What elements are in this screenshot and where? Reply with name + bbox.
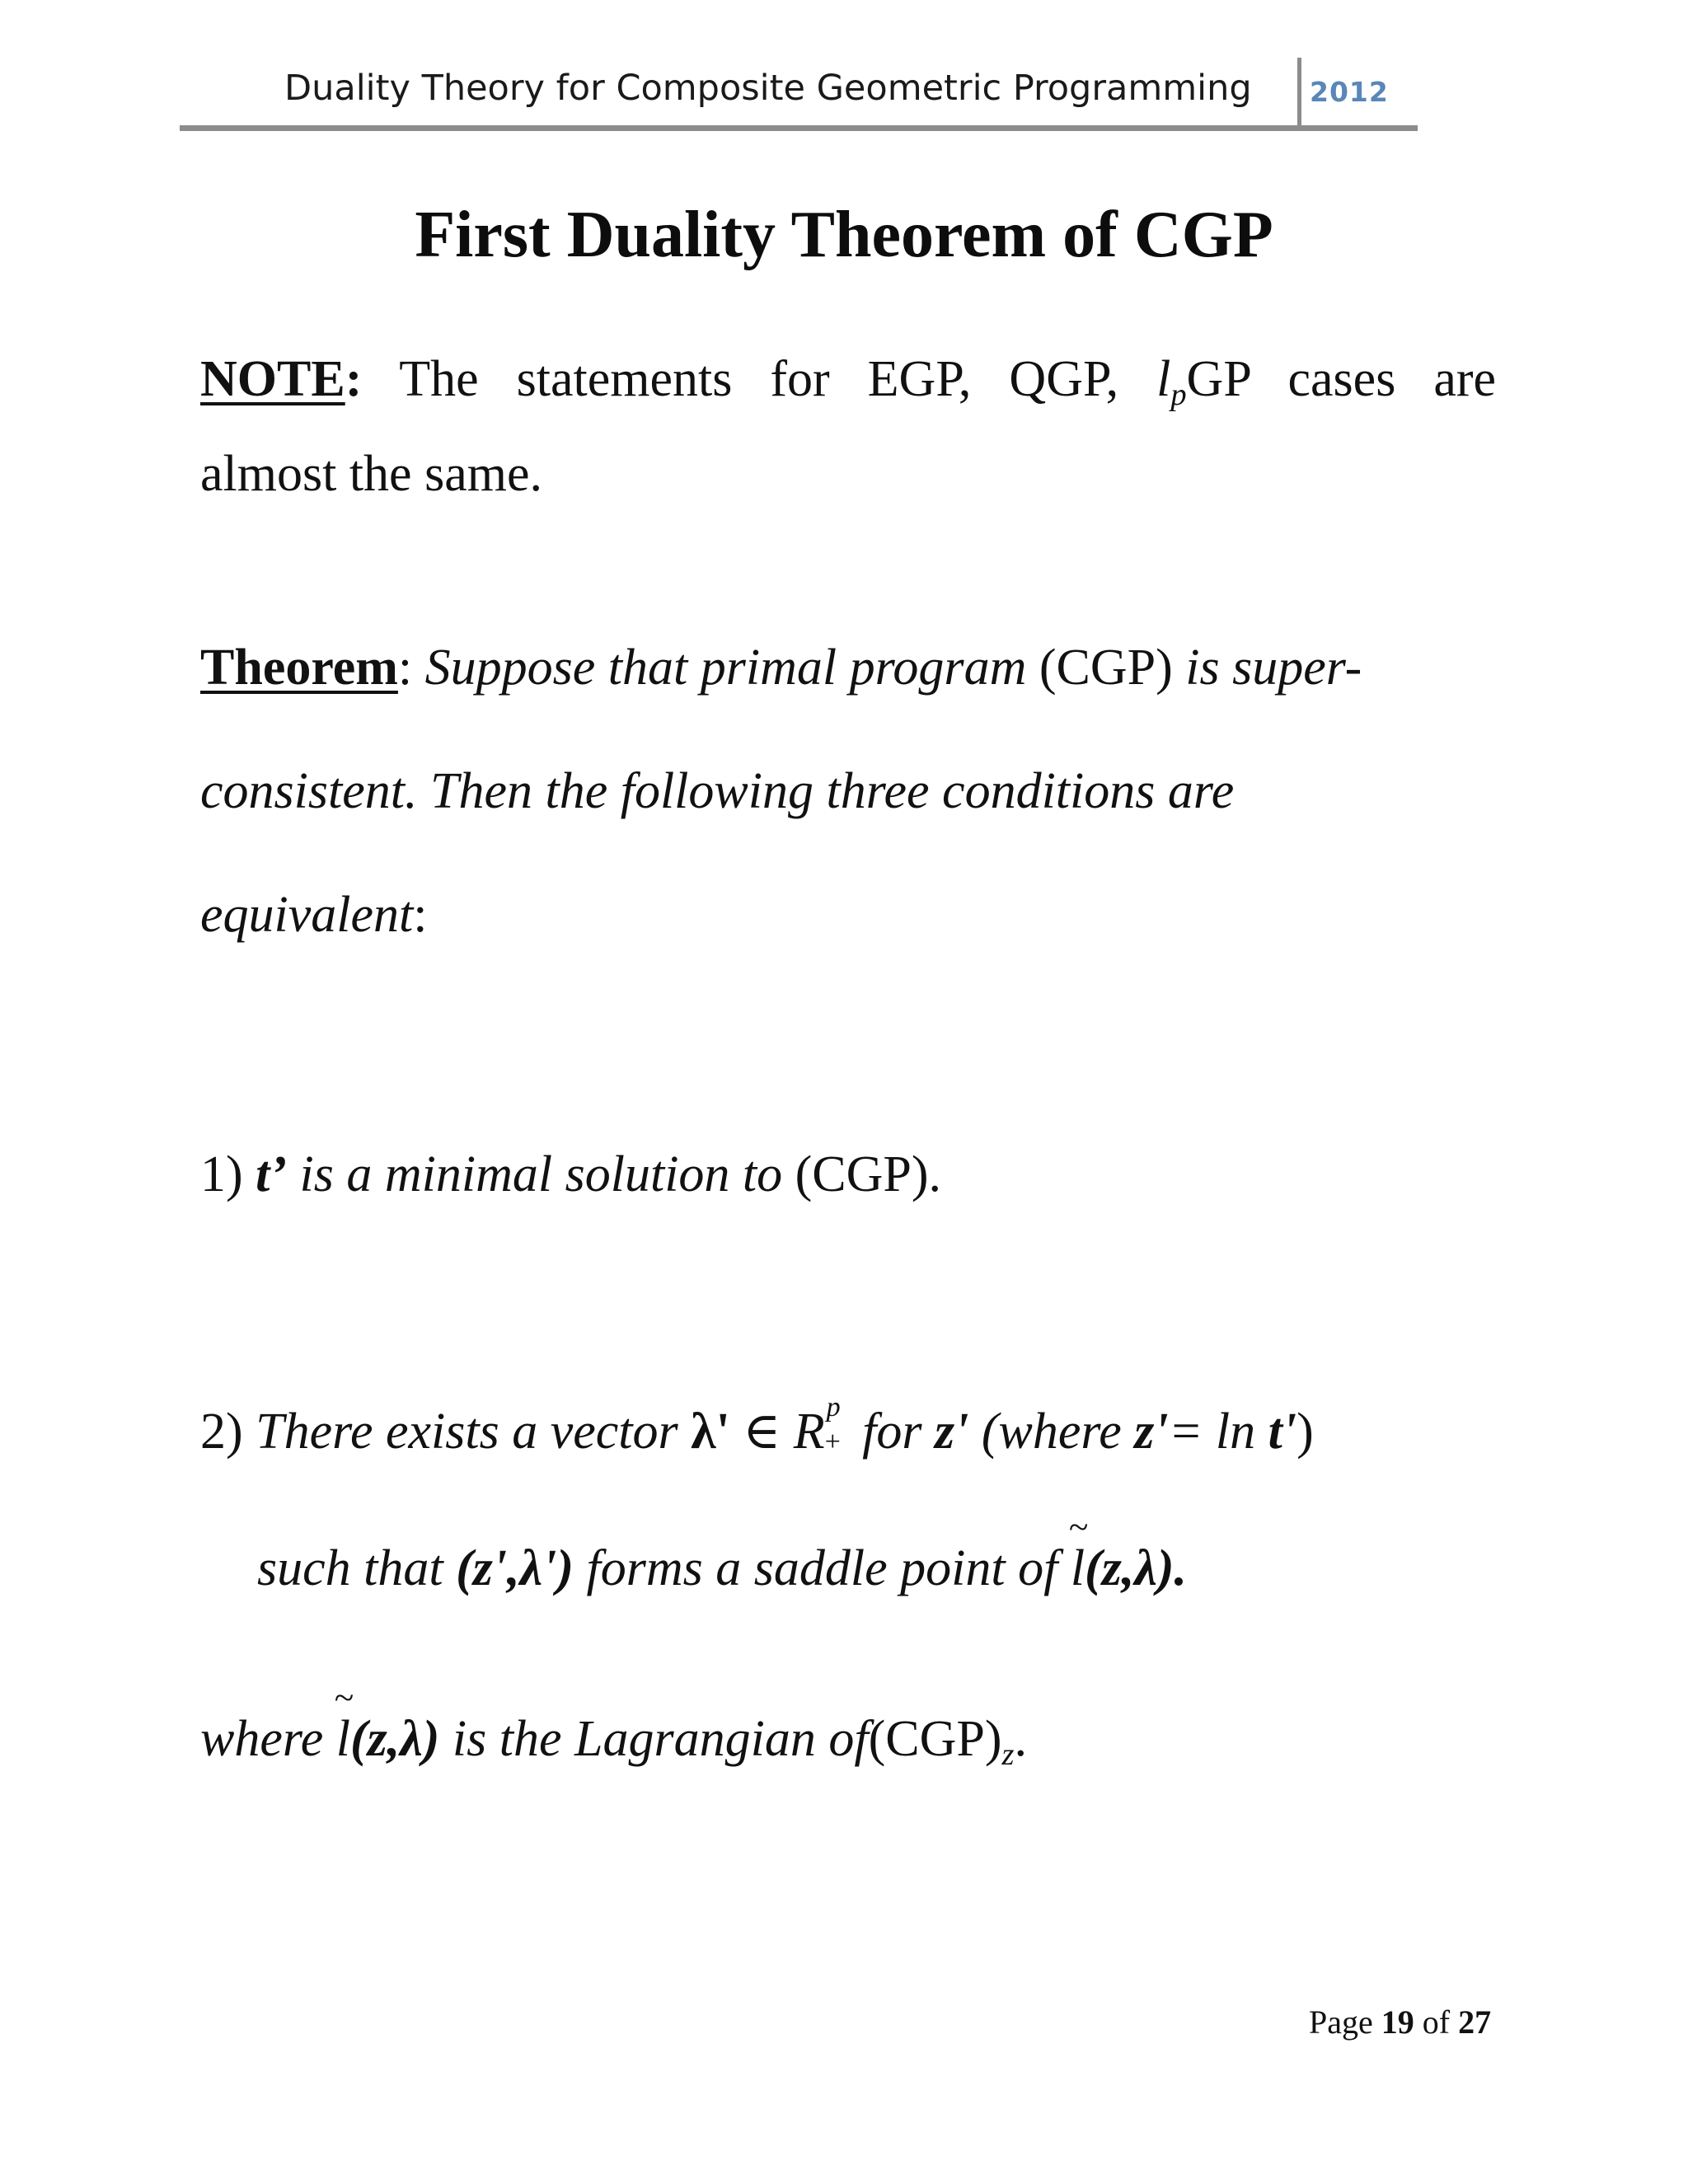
- condition-2-lagrangian-text: is the Lagrangian of: [452, 1711, 869, 1767]
- condition-2-for: for: [862, 1404, 922, 1460]
- theorem-line3-colon: :: [413, 887, 428, 943]
- theorem-label: Theorem: [200, 640, 398, 696]
- note-line-2: almost the same.: [200, 446, 542, 502]
- condition-2-period: .: [1014, 1711, 1027, 1767]
- condition-1-ref: (CGP).: [795, 1146, 942, 1202]
- footer-page-number: 19: [1381, 2004, 1414, 2041]
- lp-base: l: [1156, 351, 1171, 407]
- theorem-ref-cgp: (CGP): [1039, 640, 1173, 696]
- note-line-1: [200, 350, 1496, 413]
- theorem-text-equivalent: equivalent: [200, 887, 414, 943]
- condition-2-line-3: [200, 1710, 1027, 1773]
- condition-2-ref-subscript: z: [1001, 1736, 1015, 1772]
- footer-page-word: Page: [1309, 2004, 1373, 2041]
- condition-2-where: (where: [981, 1404, 1122, 1460]
- z-prime-symbol: z': [934, 1404, 969, 1460]
- page-title: First Duality Theorem of CGP: [415, 199, 1273, 271]
- condition-2-number: 2): [200, 1404, 243, 1460]
- real-set-superscript: p: [826, 1392, 841, 1422]
- theorem-text-c: is super-: [1185, 640, 1362, 696]
- theorem-line-2: consistent. Then the following three conditions are: [200, 763, 1235, 819]
- footer-of-word: of: [1422, 2004, 1451, 2041]
- condition-2-line-1: [200, 1392, 1314, 1461]
- header-separator: [1297, 58, 1301, 129]
- real-set-symbol: R: [793, 1404, 825, 1460]
- real-set-subscript: +: [824, 1427, 841, 1457]
- theorem-line-3: [200, 886, 427, 944]
- footer-total-pages: 27: [1458, 2004, 1492, 2041]
- condition-1: [200, 1146, 941, 1204]
- lambda-prime-symbol: λ': [691, 1404, 730, 1460]
- page-number-footer: [1309, 2003, 1491, 2041]
- header-rule: [180, 125, 1418, 131]
- lagrangian-l-tilde: ~ l: [1071, 1540, 1085, 1598]
- lagrangian-l-tilde-2: ~ l: [336, 1710, 350, 1769]
- saddle-pair: (z',λ'): [456, 1540, 574, 1596]
- real-set-scripts: [824, 1392, 850, 1457]
- condition-2-saddle-text: forms a saddle point of: [586, 1540, 1058, 1596]
- t-prime-symbol: t': [1268, 1404, 1297, 1460]
- lp-subscript: p: [1170, 377, 1187, 412]
- condition-2-close-paren: ): [1296, 1404, 1314, 1460]
- note-text: The statements for EGP, QGP,: [399, 351, 1157, 407]
- lp-symbol: [1156, 351, 1187, 412]
- theorem-text-a: Suppose that primal program: [424, 640, 1027, 696]
- lagrangian-args-2: (z,λ): [349, 1711, 440, 1767]
- condition-1-number: 1): [200, 1146, 243, 1202]
- running-header-title: Duality Theory for Composite Geometric Programming: [284, 68, 1252, 109]
- condition-2-text-a: There exists a vector: [256, 1404, 678, 1460]
- condition-2-where-2: where: [200, 1711, 324, 1767]
- condition-2-equals-ln: = ln: [1168, 1404, 1256, 1460]
- running-header-year: 2012: [1310, 76, 1389, 108]
- lagrangian-args: (z,λ).: [1085, 1540, 1187, 1596]
- condition-2-ref: (CGP): [868, 1711, 1002, 1767]
- condition-2-line-2: [257, 1540, 1187, 1598]
- theorem-line-1: [200, 639, 1362, 697]
- condition-2-such-that: such that: [257, 1540, 443, 1596]
- note-colon: :: [345, 351, 363, 407]
- note-label: NOTE: [200, 351, 345, 407]
- condition-1-text: is a minimal solution to: [299, 1146, 783, 1202]
- note-text-end: GP cases are: [1186, 351, 1497, 407]
- condition-1-variable: t’: [256, 1146, 288, 1202]
- theorem-colon: :: [397, 640, 413, 696]
- element-of-symbol: ∈: [743, 1404, 781, 1460]
- z-prime-symbol-2: z': [1134, 1404, 1169, 1460]
